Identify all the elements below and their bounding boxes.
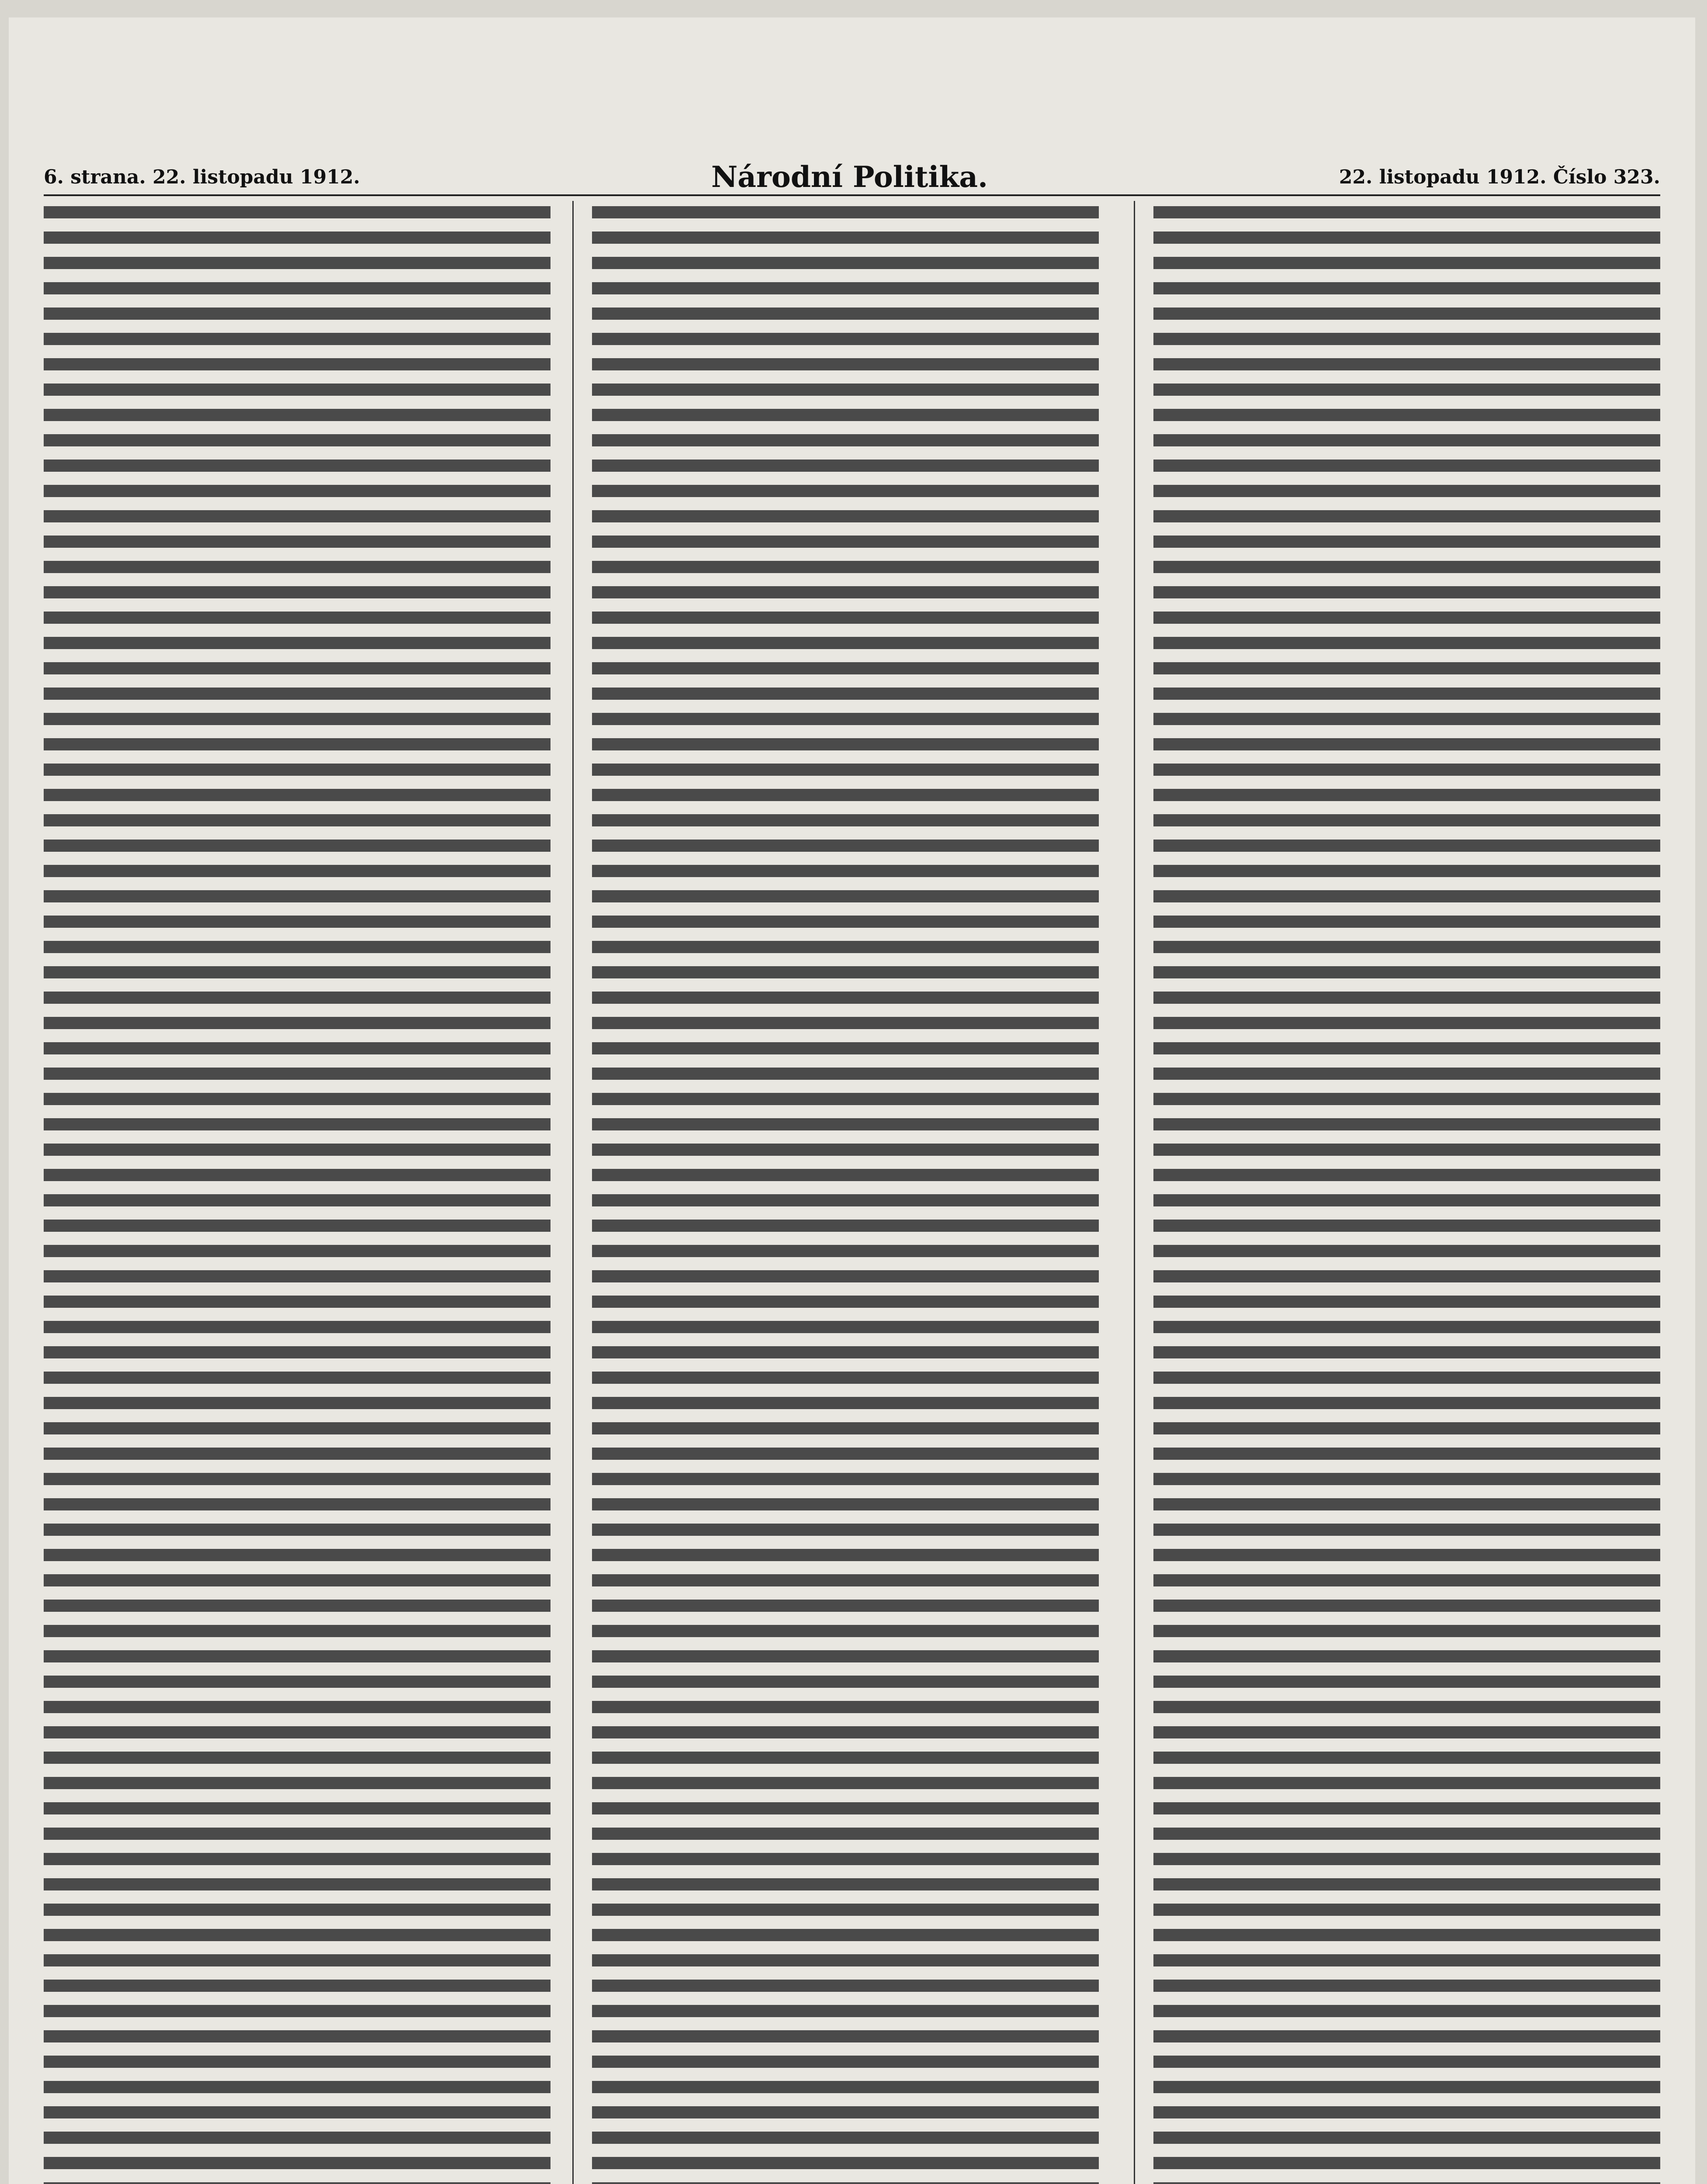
text-column-1: [44, 201, 551, 2184]
newspaper-page: [9, 17, 1695, 2184]
header-rule: [44, 194, 1660, 196]
page-header: [44, 162, 1660, 192]
newspaper-masthead: Národní Politika.: [711, 160, 988, 194]
column-divider-1: [572, 201, 574, 2184]
page-date-right: 22. listopadu 1912. Číslo 323.: [1339, 166, 1660, 188]
text-column-3: [1153, 201, 1660, 2184]
column-divider-2: [1134, 201, 1135, 2184]
text-column-2: [592, 201, 1099, 2184]
page-date-left: 6. strana. 22. listopadu 1912.: [44, 166, 360, 188]
